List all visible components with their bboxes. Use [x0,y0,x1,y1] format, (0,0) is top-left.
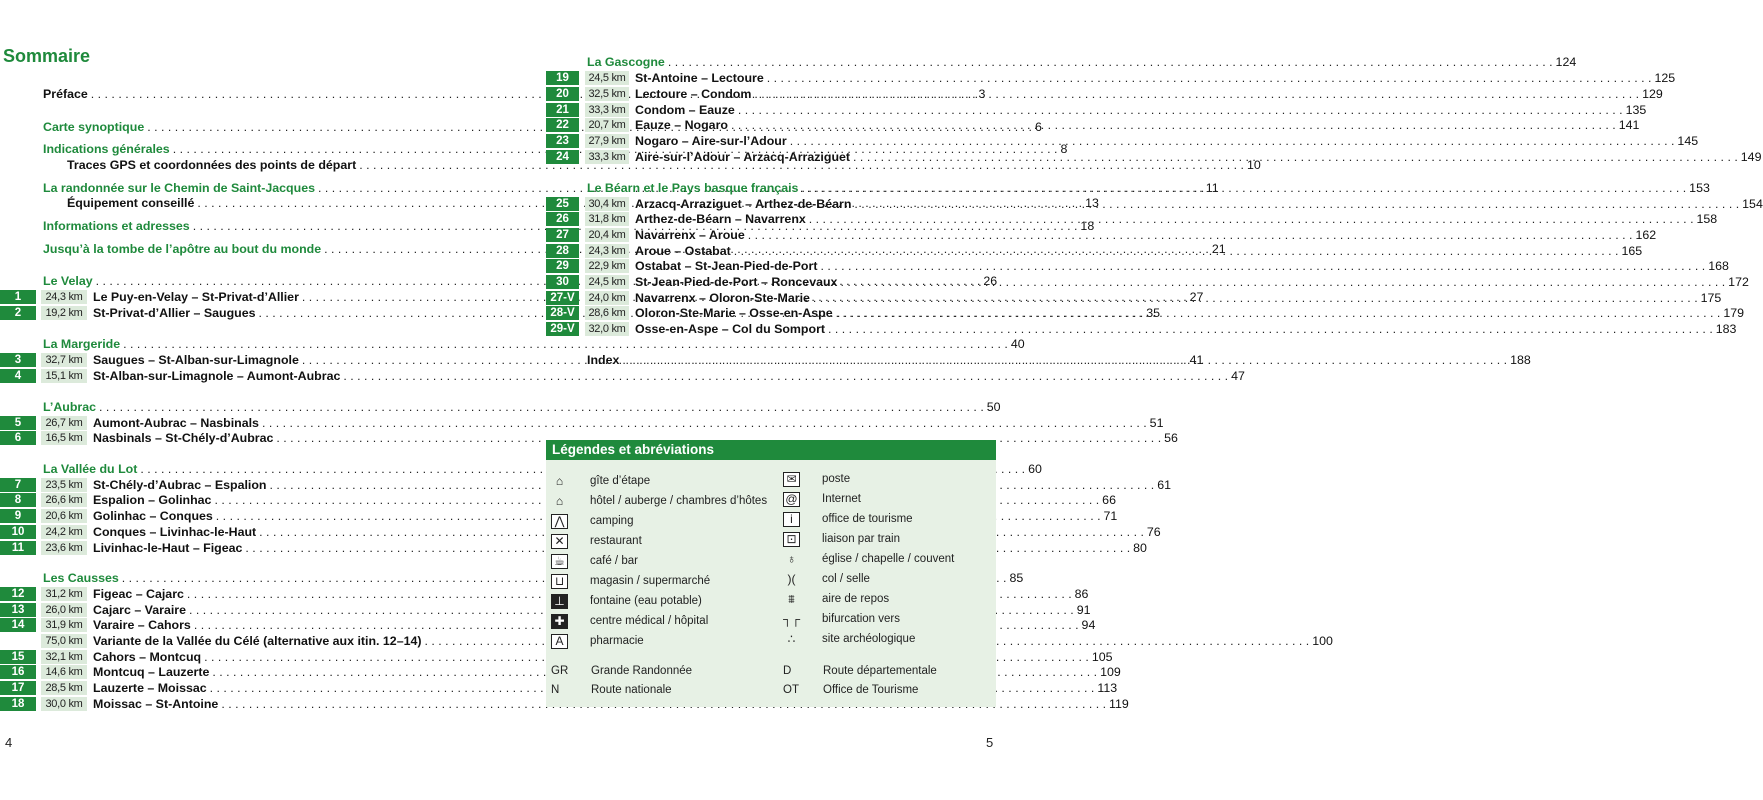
page-ref: 11 [1205,180,1219,195]
legend-item [783,470,850,488]
page-ref: 162 [1635,227,1657,242]
tent-icon: ⋀ [551,514,568,529]
entry-title: Figeac – Cajarc [93,586,184,601]
entry-title: Navarrenx – Aroue [635,227,745,242]
dot-leader [833,306,1724,320]
pharmacy-icon: A [551,634,568,649]
entry-title: Montcuq – Lauzerte [93,664,210,679]
abbreviation-key: GR [551,665,569,677]
entry-title: Varaire – Cahors [93,617,191,632]
dot-leader [806,212,1697,226]
stage-number: 27-V [546,291,579,305]
stage-distance: 33,3 km [585,103,629,117]
dot-leader [825,322,1716,336]
dot-leader [751,87,1642,101]
stage-number: 28 [546,244,579,258]
stage-number: 29 [546,259,579,273]
abbreviation-label: Route nationale [591,684,672,696]
entry-title: Saugues – St-Alban-sur-Limagnole [93,352,299,367]
toc-stage-row[interactable] [546,132,1699,149]
legend-item [551,532,642,550]
legend-item [783,570,870,588]
entry-title: Indications générales [43,141,170,156]
legend-label: site archéologique [822,633,916,645]
page-ref: 85 [1009,570,1024,585]
page-ref: 51 [1149,415,1164,430]
stage-distance: 22,9 km [585,259,629,273]
entry-title: Aroue – Ostabat [635,243,731,258]
entry-title: Le Béarn et le Pays basque français [587,180,799,195]
legend-label: magasin / supermarché [590,575,711,587]
entry-title: Golinhac – Conques [93,508,213,523]
page-ref: 35 [1146,305,1161,320]
toc-stage-row[interactable] [546,257,1729,274]
toc-stage-row[interactable] [0,695,1129,712]
stage-number: 1 [0,290,36,304]
stage-distance: 32,1 km [41,650,87,664]
stage-number: 3 [0,353,36,367]
legend-box [546,440,996,707]
page-ref: 26 [983,273,998,288]
stage-number: 13 [0,603,36,617]
page-ref: 119 [1109,696,1129,711]
dot-leader [817,259,1708,273]
entry-title: Ostabat – St-Jean-Pied-de-Port [635,258,818,273]
page-ref: 183 [1715,321,1737,336]
legend-label: restaurant [590,535,642,547]
entry-title: Lectoure – Condom [635,86,752,101]
legend-label: hôtel / auberge / chambres d’hôtes [590,495,768,507]
legend-item [783,610,900,628]
legend-item [551,492,767,510]
page-ref: 27 [1189,289,1204,304]
stage-distance: 26,0 km [41,603,87,617]
legend-item [551,592,702,610]
entry-title: Le Velay [43,273,93,288]
legend-item [783,510,913,528]
stage-number: 27 [546,228,579,242]
page-ref: 175 [1700,290,1722,305]
stage-distance: 24,5 km [585,275,629,289]
stage-distance: 20,6 km [41,509,87,523]
page-ref: 61 [1157,477,1172,492]
page-ref: 13 [1085,195,1099,210]
page-ref: 100 [1312,633,1333,648]
entry-title: Nogaro – Aire-sur-l’Adour [635,133,787,148]
pass-icon: )( [787,572,796,586]
legend-label: poste [822,473,851,485]
stage-distance: 30,4 km [585,197,629,211]
stage-distance: 30,0 km [41,697,87,711]
abbreviation [783,682,918,698]
toc-stage-row[interactable] [546,69,1676,86]
page-ref: 60 [1028,461,1042,476]
stage-number: 15 [0,650,36,664]
legend-label: col / selle [822,573,870,585]
stage-number: 21 [546,103,579,117]
stage-number [0,634,36,648]
page-ref: 165 [1621,243,1643,258]
stage-number: 10 [0,525,36,539]
entry-title: Préface [43,86,88,101]
page-ref: 56 [1164,430,1178,445]
toc-section-row[interactable] [0,460,1042,477]
stage-number: 28-V [546,306,579,320]
abbreviation-key: N [551,684,560,696]
dot-leader [728,118,1619,132]
stage-distance: 27,9 km [585,134,629,148]
toc-stage-row[interactable] [546,320,1737,337]
page-ref: 141 [1618,117,1640,132]
page-ref: 18 [1080,218,1095,233]
page-ref: 47 [1231,368,1245,383]
page-ref: 94 [1081,617,1096,632]
at-icon: @ [783,492,800,507]
dot-leader [619,353,1510,367]
entry-title: St-Alban-sur-Limagnole – Aumont-Aubrac [93,368,341,383]
page-ref: 188 [1510,352,1531,367]
dot-leader [837,275,1728,289]
entry-title: Variante de la Vallée du Célé (alternative aux itin. 12–14) [93,633,422,648]
page-ref: 8 [1060,141,1068,156]
page-ref: 153 [1689,180,1710,195]
page-title: Sommaire [3,46,91,66]
dot-leader [731,241,1622,258]
stage-number: 29-V [546,322,579,336]
page-ref: 154 [1742,196,1763,211]
small-house-icon: ⌂ [555,494,564,508]
entry-title: Lauzerte – Moissac [93,680,207,695]
entry-title: Le Puy-en-Velay – St-Privat-d’Allier [93,289,299,304]
stage-distance: 19,2 km [41,306,87,320]
legend-item [551,472,650,490]
page-number-left: 4 [5,735,13,750]
legend-label: liaison par train [822,533,900,545]
house-icon: ⌂ [555,474,564,488]
stage-number: 23 [546,134,579,148]
legend-label: bifurcation vers [822,613,900,625]
stage-number: 8 [0,493,36,507]
stage-distance: 16,5 km [41,431,87,445]
abbreviation-label: Office de Tourisme [823,684,919,696]
stage-distance: 33,3 km [585,150,629,164]
entry-title: Cahors – Montcuq [93,649,202,664]
stage-distance: 32,5 km [585,87,629,101]
page-ref: 145 [1677,133,1699,148]
legend-label: aire de repos [822,593,890,605]
stage-number: 17 [0,681,36,695]
entry-title: Moissac – St-Antoine [93,696,219,711]
page-ref: 91 [1076,602,1091,617]
page-ref: 172 [1728,274,1749,289]
stage-number: 19 [546,71,579,85]
page-ref: 125 [1654,70,1676,85]
stage-distance: 14,6 km [41,665,87,679]
stage-number: 16 [0,665,36,679]
toc-section-row[interactable] [0,398,1001,415]
entry-title: La Margeride [43,336,121,351]
entry-title: St-Chély-d’Aubrac – Espalion [93,477,267,492]
toc-stage-row[interactable] [546,116,1640,133]
legend-label: église / chapelle / couvent [822,553,955,565]
abbreviation-label: Grande Randonnée [591,665,693,677]
toc-stage-row[interactable] [0,367,1245,384]
legend-item [551,572,710,590]
abbreviation [783,663,937,679]
page-ref: 41 [1189,352,1204,367]
stage-distance: 28,5 km [41,681,87,695]
entry-title: Espalion – Golinhac [93,492,212,507]
entry-title: Oloron-Ste-Marie – Osse-en-Aspe [635,305,833,320]
stage-number: 25 [546,197,579,211]
legend-item [551,512,633,530]
entry-title: Navarrenx – Oloron-Ste-Marie [635,290,810,305]
stage-distance: 31,8 km [585,212,629,226]
page-ref: 135 [1625,102,1647,117]
entry-title: Aumont-Aubrac – Nasbinals [93,415,259,430]
abbreviation [551,663,692,679]
church-icon: ♁ [787,552,796,566]
legend-item [783,590,889,608]
entry-title: La Gascogne [587,54,665,69]
info-icon: i [783,512,800,527]
stage-distance: 23,6 km [41,541,87,555]
fountain-icon: ⊥ [551,594,568,609]
legend-item [783,490,861,508]
entry-title: Arthez-de-Béarn – Navarrenx [635,211,806,226]
page-number-right: 5 [986,735,994,750]
stage-distance: 20,7 km [585,118,629,132]
entry-title: Nasbinals – St-Chély-d’Aubrac [93,430,274,445]
legend-label: camping [590,515,634,527]
page-ref: 80 [1133,540,1147,555]
legend-item [783,550,954,568]
stage-distance: 28,6 km [585,306,629,320]
entry-title: Équipement conseillé [67,195,195,210]
stage-distance: 24,2 km [41,525,87,539]
dot-leader [120,337,1011,351]
entry-title: Osse-en-Aspe – Col du Somport [635,321,826,336]
stage-distance: 24,5 km [585,71,629,85]
page-ref: 124 [1555,54,1577,69]
entry-title: Livinhac-le-Haut – Figeac [93,540,243,555]
cross-icon: ✚ [551,614,568,629]
page-ref: 21 [1211,241,1226,256]
train-icon: ⊡ [783,532,800,547]
stage-distance: 32,7 km [41,353,87,367]
page-ref: 109 [1100,664,1121,679]
entry-title: La Vallée du Lot [43,461,138,476]
toc-stage-row[interactable] [546,273,1749,290]
abbreviation-key: D [783,665,792,677]
toc-section-row[interactable] [0,335,1025,352]
restaurant-icon: ✕ [551,534,568,549]
page-ref: 168 [1708,258,1729,273]
legend-item [551,632,644,650]
stage-number: 11 [0,541,36,555]
stage-distance: 75,0 km [41,634,87,648]
entry-title: Index [587,352,620,367]
fork-icon: ┐┌ [783,612,801,626]
dot-leader [798,181,1689,195]
cup-icon: ☕ [551,554,568,569]
stage-distance: 26,6 km [41,493,87,507]
legend-label: office de tourisme [822,513,913,525]
stage-distance: 32,0 km [585,322,629,336]
dot-leader [850,150,1741,164]
page-ref: 149 [1740,149,1762,164]
stage-number: 7 [0,478,36,492]
stage-number: 30 [546,275,579,289]
abbreviation-label: Route départementale [823,665,937,677]
stage-number: 26 [546,212,579,226]
bench-icon: ⩩ [788,591,795,606]
mail-icon: ✉ [783,472,800,487]
legend-label: Internet [822,493,861,505]
stage-distance: 20,4 km [585,228,629,242]
stage-number: 4 [0,369,36,383]
stage-number: 20 [546,87,579,101]
entry-title: Cajarc – Varaire [93,602,187,617]
legend-title: Légendes et abréviations [546,440,996,460]
page-ref: 86 [1074,586,1089,601]
entry-title: Traces GPS et coordonnées des points de départ [67,157,357,172]
entry-title: Carte synoptique [43,119,145,134]
stage-number: 6 [0,431,36,445]
cart-icon: ⊔ [551,574,568,589]
dot-leader [764,71,1655,85]
page-ref: 6 [1034,119,1042,134]
toc-stage-row[interactable] [546,210,1718,227]
toc-stage-row[interactable] [546,85,1663,102]
stage-distance: 31,2 km [41,587,87,601]
stage-number: 5 [0,416,36,430]
page-ref: 10 [1246,157,1261,172]
abbreviation [551,682,672,698]
stage-distance: 26,7 km [41,416,87,430]
entry-title: Eauze – Nogaro [635,117,728,132]
entry-title: Aire-sur-l’Adour – Arzacq-Arraziguet [635,149,851,164]
entry-title: St-Jean-Pied-de-Port – Roncevaux [635,274,838,289]
toc-section-row[interactable] [546,53,1577,70]
stage-distance: 24,3 km [41,290,87,304]
page-ref: 50 [986,399,1001,414]
page-ref: 129 [1642,86,1663,101]
abbreviation-key: OT [783,684,799,696]
ruins-icon: ∴ [787,632,796,646]
stage-number: 18 [0,697,36,711]
dot-leader [665,55,1556,69]
legend-label: pharmacie [590,635,644,647]
legend-label: centre médical / hôpital [590,615,709,627]
stage-distance: 23,5 km [41,478,87,492]
entry-title: Condom – Eauze [635,102,735,117]
page-ref: 66 [1102,492,1116,507]
legend-item [783,630,915,648]
stage-number: 9 [0,509,36,523]
stage-number: 14 [0,618,36,632]
dot-leader [96,400,987,414]
entry-title: Conques – Livinhac-le-Haut [93,524,257,539]
toc-stage-row[interactable] [0,429,1178,446]
page-ref: 113 [1097,680,1118,695]
entry-title: Arzacq-Arraziguet – Arthez-de-Béarn [635,196,852,211]
entry-title: St-Antoine – Lectoure [635,70,764,85]
legend-item [551,612,708,630]
page-ref: 76 [1146,524,1161,539]
dot-leader [259,416,1150,430]
stage-distance: 24,0 km [585,291,629,305]
page-ref: 71 [1103,508,1118,523]
dot-leader [810,291,1701,305]
entry-title: L’Aubrac [43,399,97,414]
legend-label: café / bar [590,555,638,567]
stage-distance: 31,9 km [41,618,87,632]
stage-number: 12 [0,587,36,601]
dot-leader [340,369,1231,383]
toc-stage-row[interactable] [546,226,1657,243]
entry-title: Informations et adresses [43,218,190,233]
page-ref: 40 [1010,336,1025,351]
dot-leader [735,103,1626,117]
stage-number: 22 [546,118,579,132]
entry-title: La randonnée sur le Chemin de Saint-Jacques [43,180,315,195]
stage-number: 24 [546,150,579,164]
entry-title: Les Causses [43,570,119,585]
page-ref: 179 [1723,305,1745,320]
legend-item [551,552,638,570]
page-ref: 3 [978,86,986,101]
entry-title: St-Privat-d’Allier – Saugues [93,305,256,320]
dot-leader [745,228,1636,242]
legend-label: gîte d’étape [590,475,651,487]
dot-leader [851,197,1742,211]
entry-title: Jusqu’à la tombe de l’apôtre au bout du monde [43,241,322,256]
page-ref: 105 [1091,649,1113,664]
legend-item [783,530,900,548]
stage-number: 2 [0,306,36,320]
dot-leader [787,134,1678,148]
legend-label: fontaine (eau potable) [590,595,702,607]
stage-distance: 24,3 km [585,244,629,258]
stage-distance: 15,1 km [41,369,87,383]
page-ref: 158 [1696,211,1718,226]
